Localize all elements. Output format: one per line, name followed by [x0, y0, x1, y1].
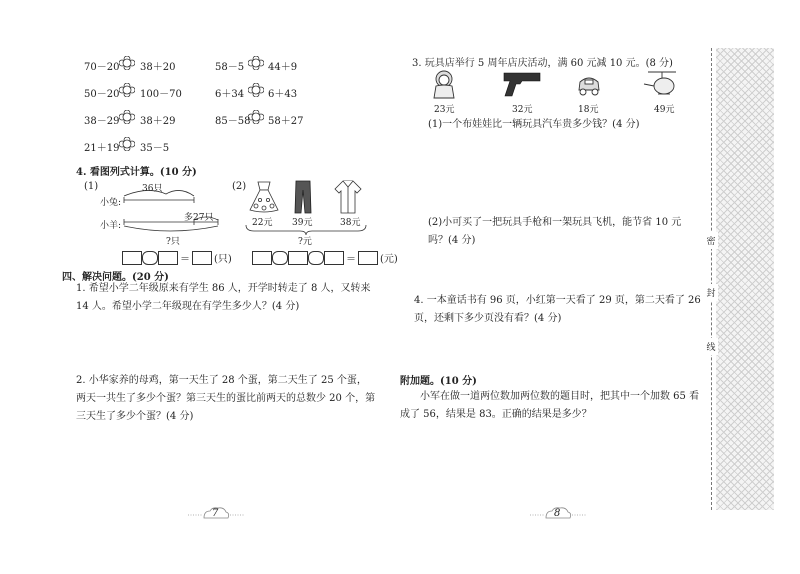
compare-flower-icon[interactable]: [248, 110, 264, 124]
exercise-left: 70－20: [84, 62, 120, 73]
seal-char: 封: [704, 284, 718, 301]
exercise-left: 6＋34: [215, 89, 245, 100]
exercise-right: 6＋43: [268, 89, 298, 100]
exercise-right: 35－5: [140, 143, 170, 154]
more-label: 多27只: [184, 213, 214, 223]
toy-price: 32元: [512, 105, 533, 115]
price-label: 22元: [252, 218, 273, 228]
question-text: 2. 小华家养的母鸡，第一天生了 28 个蛋，第二天生了 25 个蛋，两天一共生了多少个蛋？第三天生的蛋比前两天的总数少 20 个，第三天生了多少个蛋？(4 分): [76, 375, 376, 422]
price-label: 39元: [292, 218, 313, 228]
answer-box[interactable]: [192, 251, 212, 265]
compare-flower-icon[interactable]: [119, 56, 135, 70]
answer-boxes: ＝ (只): [122, 247, 234, 266]
question-label: ?元: [298, 237, 312, 247]
section-heading: 四、解决问题。(20 分): [62, 272, 169, 283]
plane-icon: [642, 68, 682, 100]
question-text: (2)小可买了一把玩具手枪和一架玩具飞机，能节省 10 元吗？(4 分): [428, 217, 682, 246]
compare-flower-icon[interactable]: [119, 110, 135, 124]
compare-flower-icon[interactable]: [248, 83, 264, 97]
seal-char: 线: [704, 338, 718, 355]
question-text: 小军在做一道两位数加两位数的题目时，把其中一个加数 65 看成了 56，结果是 83。正确的结果是多少？: [400, 391, 700, 420]
question-text: 1. 希望小学二年级原来有学生 86 人，开学时转走了 8 人，又转来 14 人。希望小学二年级现在有学生多少人？(4 分): [76, 283, 371, 312]
question-label: ?只: [166, 237, 180, 247]
compare-flower-icon[interactable]: [119, 137, 135, 151]
row-label: 小羊:: [100, 221, 122, 231]
question-text: 4. 一本童话书有 96 页，小红第一天看了 29 页，第二天看了 26 页，还剩下多少页没有看？(4 分): [414, 295, 701, 324]
exercise-left: 58－5: [215, 62, 245, 73]
page-number: 8: [554, 508, 561, 519]
exercise-left: 21＋19: [84, 143, 120, 154]
price-label: 38元: [340, 218, 361, 228]
seal-line: [711, 48, 712, 510]
operator-box[interactable]: [272, 251, 288, 265]
answer-box[interactable]: [252, 251, 272, 265]
compare-flower-icon[interactable]: [119, 83, 135, 97]
answer-boxes: ＝ (元): [252, 247, 400, 266]
top-label: 36只: [142, 184, 163, 194]
pants-icon: [293, 180, 313, 214]
binding-margin: [716, 48, 774, 510]
exercise-left: 38－29: [84, 116, 120, 127]
answer-box[interactable]: [158, 251, 178, 265]
answer-box[interactable]: [288, 251, 308, 265]
exercise-right: 100－70: [140, 89, 182, 100]
operator-box[interactable]: [142, 251, 158, 265]
exercise-left: 50－20: [84, 89, 120, 100]
car-icon: [576, 72, 602, 98]
page-number-left: [188, 506, 244, 524]
operator-box[interactable]: [308, 251, 324, 265]
answer-box[interactable]: [358, 251, 378, 265]
section-title: 4. 看图列式计算。(10 分): [76, 167, 197, 178]
toy-price: 49元: [654, 105, 675, 115]
page-number: 7: [212, 508, 219, 519]
compare-flower-icon[interactable]: [248, 56, 264, 70]
answer-box[interactable]: [324, 251, 344, 265]
part-label: (1): [84, 181, 99, 192]
answer-box[interactable]: [122, 251, 142, 265]
dress-icon: [246, 180, 282, 214]
doll-icon: [430, 70, 458, 100]
row-label: 小兔:: [100, 198, 122, 208]
exercise-right: 38＋20: [140, 62, 176, 73]
exercise-right: 44＋9: [268, 62, 298, 73]
section-heading: 附加题。(10 分): [400, 376, 477, 387]
page-number-right: [530, 506, 586, 524]
exercise-left: 85－58: [215, 116, 251, 127]
seal-char: 密: [704, 232, 718, 249]
unit-label: (元): [380, 254, 398, 265]
exercise-right: 58＋27: [268, 116, 304, 127]
toy-price: 18元: [578, 105, 599, 115]
unit-label: (只): [214, 254, 232, 265]
toy-price: 23元: [434, 105, 455, 115]
question-text: 3. 玩具店举行 5 周年店庆活动，满 60 元减 10 元。(8 分): [412, 58, 673, 69]
shirt-icon: [334, 180, 362, 214]
question-text: (1)一个布娃娃比一辆玩具汽车贵多少钱？(4 分): [428, 119, 640, 130]
exercise-right: 38＋29: [140, 116, 176, 127]
gun-icon: [502, 70, 542, 98]
part-label: (2): [232, 181, 247, 192]
